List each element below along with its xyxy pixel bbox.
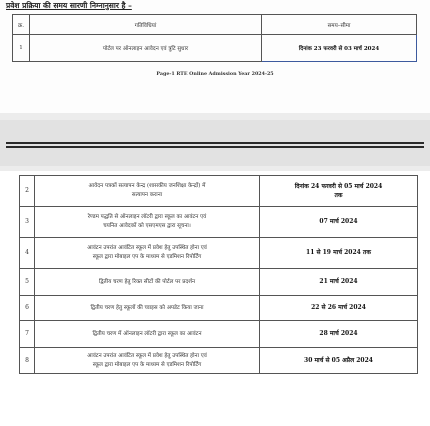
table-row bbox=[20, 348, 418, 374]
row-date bbox=[260, 296, 418, 321]
row-number: 5 bbox=[20, 269, 35, 296]
row-number: 6 bbox=[20, 296, 35, 321]
row-activity bbox=[35, 321, 260, 348]
row-activity bbox=[35, 238, 260, 269]
row-activity-line: आवेदन पत्रकों सत्यापन केन्द्र (शासकीय जनशिक्षा केन्द्रों) में bbox=[88, 183, 206, 190]
row-activity-line: चयनित आवेदकों को एसएमएस द्वारा सूचना। bbox=[103, 223, 191, 229]
table-header-row bbox=[13, 15, 417, 35]
row-activity-line: द्वितीय चरण हेतु स्कूलों की च्वाइस को अपडेट किया जाना bbox=[90, 304, 204, 311]
row-number: 4 bbox=[20, 238, 35, 269]
row-activity-line: द्वितीय चरण हेतु रिक्त सीटों की पोर्टल पर प्रदर्शन bbox=[98, 278, 196, 285]
header-activity: गतिविधियां bbox=[30, 15, 262, 35]
row-number: 8 bbox=[20, 348, 35, 374]
row-number: 7 bbox=[20, 321, 35, 348]
row-date-line: 22 से 26 मार्च 2024 bbox=[311, 304, 366, 312]
document-page-1 bbox=[0, 0, 430, 113]
row-date-line: 21 मार्च 2024 bbox=[319, 278, 358, 286]
row-number: 3 bbox=[20, 207, 35, 238]
row-activity: पोर्टल पर ऑनलाइन आवेदन एवं त्रुटि सुधार bbox=[30, 35, 262, 62]
row-date: दिनांक 23 फरवरी से 03 मार्च 2024 bbox=[262, 35, 417, 62]
row-date-line: 11 से 19 मार्च 2024 तक bbox=[306, 249, 371, 257]
header-serial: क्र. bbox=[13, 15, 30, 35]
row-activity-line: सत्यापन कराना bbox=[131, 192, 163, 198]
row-activity-line: रेण्डम पद्धति से ऑनलाइन लॉटरी द्वारा स्कूल का आवंटन एवं bbox=[87, 214, 207, 221]
row-date bbox=[260, 207, 418, 238]
divider-line bbox=[6, 146, 424, 148]
schedule-table-part-1 bbox=[12, 14, 417, 62]
row-date bbox=[260, 238, 418, 269]
divider-line bbox=[6, 142, 424, 144]
section-heading: प्रवेश प्रक्रिया की समय सारणी निम्नानुसार है – bbox=[6, 1, 132, 10]
row-date-line: दिनांक 24 फरवरी से 05 मार्च 2024 bbox=[294, 182, 383, 190]
page-footer: Page-1 RTE Online Admission Year 2024-25 bbox=[156, 71, 274, 77]
row-date-line: 30 मार्च से 05 अप्रैल 2024 bbox=[304, 356, 373, 364]
row-date bbox=[260, 176, 418, 207]
row-date bbox=[260, 348, 418, 374]
row-number: 1 bbox=[13, 35, 30, 62]
document-page-2 bbox=[0, 171, 430, 426]
schedule-table-part-2 bbox=[19, 175, 418, 374]
row-activity-line: द्वितीय चरण में ऑनलाइन लॉटरी द्वारा स्कूल का आवंटन bbox=[92, 330, 202, 337]
table-row bbox=[20, 296, 418, 321]
table-row bbox=[20, 176, 418, 207]
row-date-line: 07 मार्च 2024 bbox=[319, 218, 358, 226]
row-number: 2 bbox=[20, 176, 35, 207]
table-row bbox=[20, 269, 418, 296]
table-row bbox=[20, 207, 418, 238]
row-activity bbox=[35, 207, 260, 238]
header-time-limit: समय–सीमा bbox=[262, 15, 417, 35]
row-date-line: 28 मार्च 2024 bbox=[319, 330, 358, 338]
row-activity bbox=[35, 296, 260, 321]
row-date-line: तक bbox=[334, 192, 343, 199]
row-activity-line: स्कूल द्वारा मोबाइल एप के माध्यम से एडमिशन रिपोर्टिंग bbox=[92, 254, 202, 260]
row-activity bbox=[35, 176, 260, 207]
table-row bbox=[13, 35, 417, 62]
row-activity bbox=[35, 348, 260, 374]
row-activity-line: आवंटन उपरांत आवंटित स्कूल में प्रवेश हेतु उपस्थित होना एवं bbox=[87, 352, 207, 359]
row-activity bbox=[35, 269, 260, 296]
table-row bbox=[20, 321, 418, 348]
row-activity-line: स्कूल द्वारा मोबाइल एप के माध्यम से एडमिशन रिपोर्टिंग bbox=[92, 361, 202, 368]
row-activity-line: आवंटन उपरांत आवंटित स्कूल में प्रवेश हेतु उपस्थित होना एवं bbox=[87, 245, 207, 252]
page-gap bbox=[0, 113, 430, 171]
row-date bbox=[260, 269, 418, 296]
table-row bbox=[20, 238, 418, 269]
row-date bbox=[260, 321, 418, 348]
